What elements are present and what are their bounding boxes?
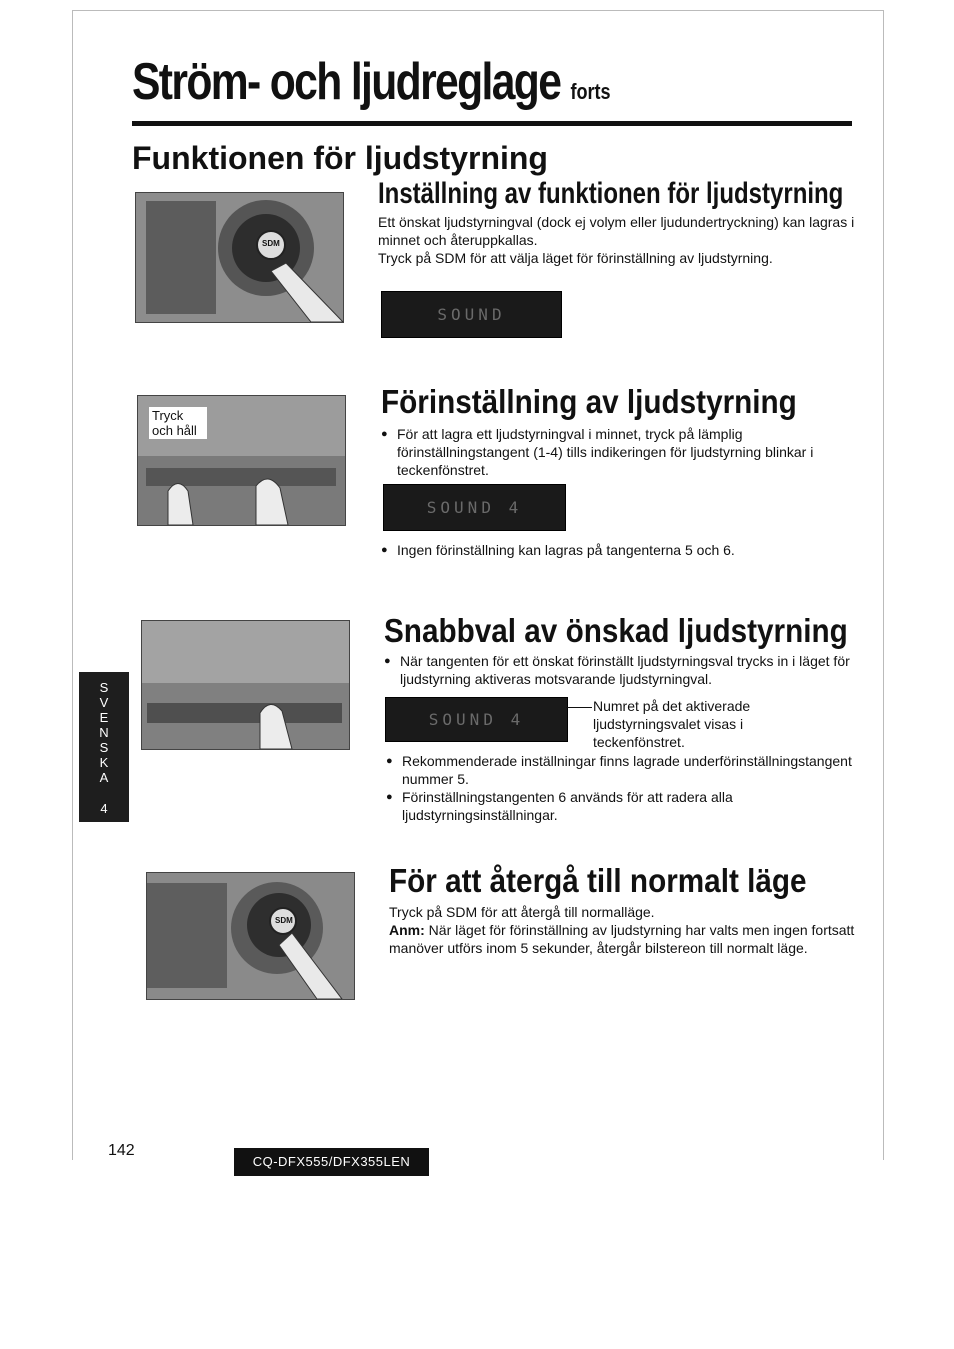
section-heading-quick: Snabbval av önskad ljudstyrning	[384, 612, 848, 649]
tab-letter: V	[99, 695, 109, 710]
return-text	[389, 903, 865, 957]
quick-bullet-3: ● Förinställningstangenten 6 används för att radera alla ljudstyrningsinställningar.	[386, 788, 862, 824]
page-frame-left	[72, 10, 73, 1160]
tab-letter: E	[99, 710, 109, 725]
sdm-return-illustration	[147, 873, 354, 999]
tab-letter: A	[99, 770, 109, 785]
quick-bullets-after	[386, 752, 862, 824]
preset-bullets-after	[381, 541, 859, 559]
section-heading-preset: Förinställning av ljudstyrning	[381, 383, 797, 420]
page-frame-right	[883, 10, 884, 1160]
quick-bullets	[384, 652, 860, 688]
tab-letter: K	[99, 755, 109, 770]
tab-number: 4	[100, 801, 108, 816]
return-paragraph: Tryck på SDM för att återgå till normalläge.	[389, 904, 655, 920]
lcd-text-preset: SOUND 4	[426, 498, 523, 517]
quick-bullet-1: ● När tangenten för ett önskat förinställt ljudstyrningsval trycks in i läget för ljudstyrning aktiveras motsvarande ljudstyrningval.	[384, 652, 860, 688]
model-badge: CQ-DFX555/DFX355LEN	[234, 1148, 429, 1176]
tab-letter: S	[99, 680, 109, 695]
photo-sdm-knob	[135, 192, 344, 323]
section-heading-setup: Inställning av funktionen för ljudstyrning	[378, 177, 844, 210]
note-label: Anm:	[389, 922, 425, 938]
language-tab	[79, 672, 129, 822]
lcd-text: SOUND	[437, 305, 506, 324]
page-number: 142	[108, 1142, 135, 1159]
tab-letter: N	[99, 725, 109, 740]
sdm-badge: SDM	[262, 239, 280, 248]
page-title-suffix: forts	[570, 79, 611, 104]
quick-bullet-2: ● Rekommenderade inställningar finns lagrade underförinställningstangent nummer 5.	[386, 752, 862, 788]
preset-bullet-1: ● För att lagra ett ljudstyrningval i minnet, tryck på lämplig förinställningstangent (1-4) tills indikeringen för ljudstyrning blinkar i teckenfönstret.	[381, 425, 859, 479]
display-callout: Numret på det aktiverade ljudstyrningsvalet visas i teckenfönstret.	[593, 698, 751, 750]
title-rule	[132, 121, 852, 126]
setup-paragraph-1: Ett önskat ljudstyrningval (dock ej volym eller ljudundertryckning) kan lagras i minnet och återuppkallas.	[378, 214, 855, 248]
return-note	[389, 921, 865, 957]
lcd-display-sound	[381, 291, 562, 338]
press-and-hold-label: Tryck och håll	[149, 407, 207, 439]
section-title: Funktionen för ljudstyrning	[132, 140, 548, 176]
setup-paragraph-2: Tryck på SDM för att välja läget för förinställning av ljudstyrning.	[378, 250, 773, 266]
tab-letter: S	[99, 740, 109, 755]
note-text: När läget för förinställning av ljudstyrning har valts men ingen fortsatt manöver utförs inom 5 sekunder, återgår bilstereon till normalt läge.	[389, 922, 855, 956]
page-frame-top	[72, 10, 884, 11]
section-heading-return: För att återgå till normalt läge	[389, 862, 807, 899]
preset-bullet-2: ● Ingen förinställning kan lagras på tangenterna 5 och 6.	[381, 541, 859, 559]
sdm-badge-return: SDM	[275, 916, 293, 925]
photo-sdm-return	[146, 872, 355, 1000]
callout-pointer	[566, 707, 592, 708]
page-title	[132, 52, 611, 112]
preset-bullets	[381, 425, 859, 479]
setup-text	[378, 213, 858, 267]
lcd-text-quick: SOUND 4	[428, 710, 525, 729]
sdm-knob-illustration	[136, 193, 343, 322]
quick-select-illustration	[142, 621, 349, 749]
page-title-text: Ström- och ljudreglage	[132, 53, 561, 111]
lcd-display-quick	[385, 697, 568, 742]
lcd-display-sound-4	[383, 484, 566, 531]
photo-quick-select	[141, 620, 350, 750]
